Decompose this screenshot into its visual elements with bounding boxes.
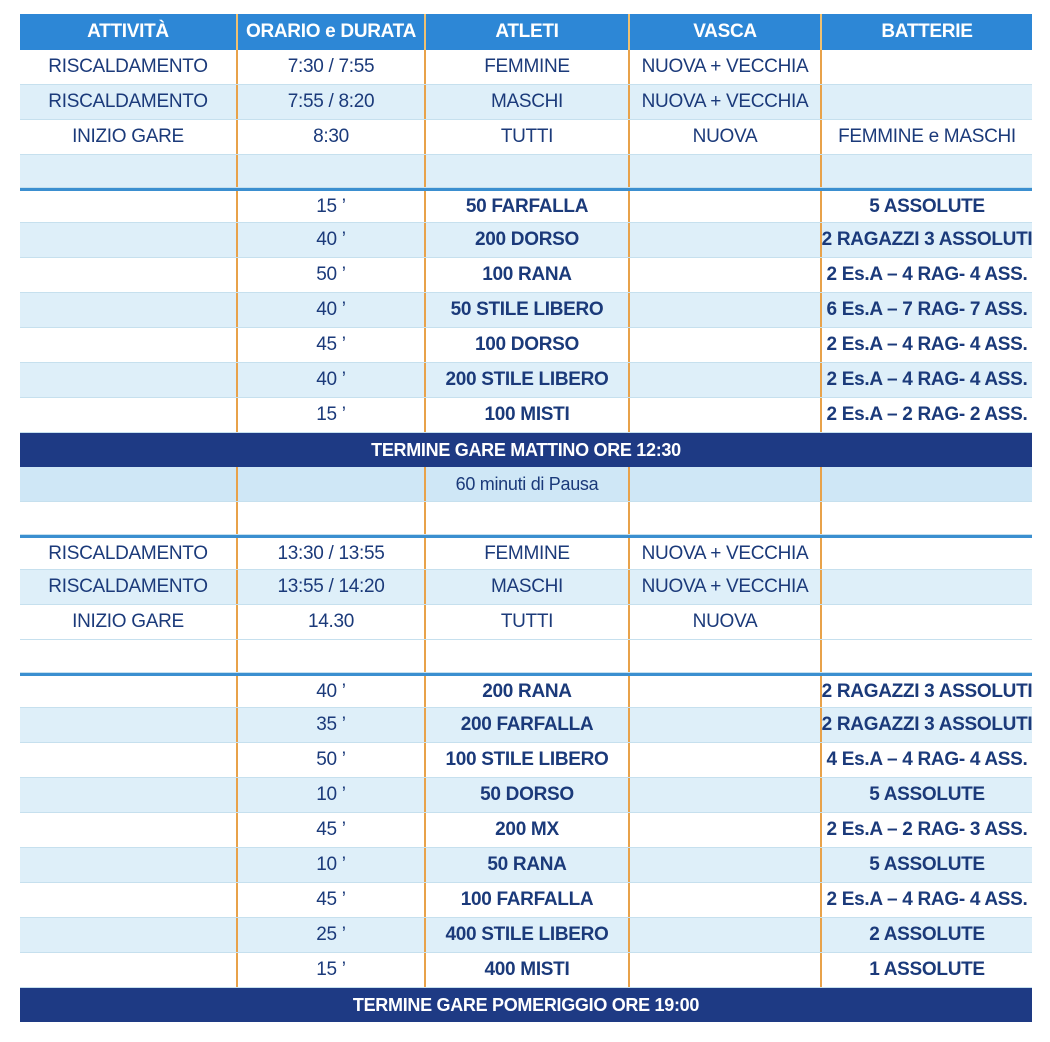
gara-cell: 200 STILE LIBERO: [426, 363, 630, 397]
pause-row: [20, 467, 1032, 502]
vasca-cell: [630, 191, 822, 222]
vasca-cell: [630, 883, 822, 917]
batterie-cell: 2 Es.A – 4 RAG- 4 ASS.: [826, 369, 1028, 390]
batterie-cell: 4 Es.A – 4 RAG- 4 ASS.: [826, 749, 1028, 770]
event-row: [20, 813, 1032, 848]
event-row: [20, 673, 1032, 708]
event-row: [20, 258, 1032, 293]
vasca-cell: [630, 743, 822, 777]
atleti-cell: FEMMINE: [426, 538, 630, 569]
attivita-cell: INIZIO GARE: [20, 605, 238, 639]
attivita-cell: [20, 258, 238, 292]
attivita-cell: [20, 953, 238, 987]
vasca-cell: [630, 293, 822, 327]
batterie-cell: 5 ASSOLUTE: [869, 854, 985, 875]
table-row-empty: [20, 502, 1032, 535]
afternoon-end-banner: TERMINE GARE POMERIGGIO ORE 19:00: [20, 988, 1032, 1022]
event-row: [20, 883, 1032, 918]
durata-cell: 10 ’: [238, 848, 426, 882]
event-row: [20, 398, 1032, 433]
attivita-cell: [20, 363, 238, 397]
table-row-empty: [20, 640, 1032, 673]
batterie-cell: [822, 85, 1032, 119]
gara-cell: 100 FARFALLA: [426, 883, 630, 917]
gara-cell: 100 DORSO: [426, 328, 630, 362]
gara-cell: 100 RANA: [426, 258, 630, 292]
table-row: [20, 570, 1032, 605]
pause-label: 60 minuti di Pausa: [426, 467, 630, 501]
event-row: [20, 953, 1032, 988]
orario-cell: 7:55 / 8:20: [238, 85, 426, 119]
attivita-cell: [20, 848, 238, 882]
afternoon-events-group: [20, 673, 1032, 988]
morning-events-group: [20, 188, 1032, 433]
vasca-cell: [630, 258, 822, 292]
batterie-cell: 2 RAGAZZI 3 ASSOLUTI: [822, 680, 1032, 702]
event-row: [20, 708, 1032, 743]
table-header: [20, 14, 1032, 50]
attivita-cell: [20, 883, 238, 917]
attivita-cell: [20, 813, 238, 847]
gara-cell: 400 MISTI: [426, 953, 630, 987]
table-row-empty: [20, 155, 1032, 188]
attivita-cell: RISCALDAMENTO: [20, 538, 238, 569]
batterie-cell: 2 RAGAZZI 3 ASSOLUTI: [822, 229, 1032, 250]
gara-cell: 50 STILE LIBERO: [426, 293, 630, 327]
attivita-cell: [20, 708, 238, 742]
gara-cell: 50 DORSO: [426, 778, 630, 812]
durata-cell: 35 ’: [238, 708, 426, 742]
event-row: [20, 918, 1032, 953]
orario-cell: 7:30 / 7:55: [238, 50, 426, 84]
attivita-cell: [20, 191, 238, 222]
gara-cell: 50 FARFALLA: [426, 191, 630, 222]
gara-cell: 200 MX: [426, 813, 630, 847]
attivita-cell: [20, 778, 238, 812]
durata-cell: 15 ’: [238, 398, 426, 432]
batterie-cell: 5 ASSOLUTE: [869, 784, 985, 805]
batterie-cell: 2 ASSOLUTE: [869, 924, 985, 945]
durata-cell: 10 ’: [238, 778, 426, 812]
durata-cell: 40 ’: [238, 676, 426, 707]
vasca-cell: NUOVA: [630, 605, 822, 639]
durata-cell: 45 ’: [238, 813, 426, 847]
vasca-cell: [630, 813, 822, 847]
attivita-cell: [20, 676, 238, 707]
vasca-cell: [630, 778, 822, 812]
header-batterie: BATTERIE: [881, 21, 973, 42]
batterie-cell: 2 Es.A – 2 RAG- 2 ASS.: [826, 404, 1028, 425]
table-row: [20, 50, 1032, 85]
vasca-cell: [630, 708, 822, 742]
atleti-cell: MASCHI: [426, 570, 630, 604]
header-orario: ORARIO e DURATA: [238, 14, 426, 50]
batterie-cell: 2 RAGAZZI 3 ASSOLUTI: [822, 714, 1032, 735]
attivita-cell: RISCALDAMENTO: [20, 85, 238, 119]
batterie-cell: 6 Es.A – 7 RAG- 7 ASS.: [826, 299, 1028, 320]
atleti-cell: TUTTI: [426, 120, 630, 154]
event-row: [20, 363, 1032, 398]
orario-cell: 8:30: [238, 120, 426, 154]
durata-cell: 45 ’: [238, 328, 426, 362]
atleti-cell: TUTTI: [426, 605, 630, 639]
event-row: [20, 743, 1032, 778]
morning-end-banner: TERMINE GARE MATTINO ORE 12:30: [20, 433, 1032, 467]
attivita-cell: INIZIO GARE: [20, 120, 238, 154]
table-row: [20, 120, 1032, 155]
vasca-cell: [630, 223, 822, 257]
gara-cell: 200 RANA: [426, 676, 630, 707]
batterie-cell: [822, 605, 1032, 639]
table-row: [20, 605, 1032, 640]
gara-cell: 100 MISTI: [426, 398, 630, 432]
durata-cell: 40 ’: [238, 293, 426, 327]
vasca-cell: [630, 676, 822, 707]
gara-cell: 200 FARFALLA: [426, 708, 630, 742]
gara-cell: 200 DORSO: [426, 223, 630, 257]
batterie-cell: [822, 50, 1032, 84]
durata-cell: 45 ’: [238, 883, 426, 917]
attivita-cell: [20, 293, 238, 327]
vasca-cell: [630, 918, 822, 952]
event-row: [20, 188, 1032, 223]
event-row: [20, 293, 1032, 328]
durata-cell: 25 ’: [238, 918, 426, 952]
attivita-cell: RISCALDAMENTO: [20, 570, 238, 604]
orario-cell: 13:55 / 14:20: [238, 570, 426, 604]
atleti-cell: FEMMINE: [426, 50, 630, 84]
batterie-cell: FEMMINE e MASCHI: [838, 126, 1016, 147]
attivita-cell: [20, 743, 238, 777]
event-row: [20, 328, 1032, 363]
header-attivita: ATTIVITÀ: [20, 14, 238, 50]
event-row: [20, 223, 1032, 258]
event-row: [20, 848, 1032, 883]
vasca-cell: NUOVA + VECCHIA: [630, 50, 822, 84]
attivita-cell: RISCALDAMENTO: [20, 50, 238, 84]
gara-cell: 50 RANA: [426, 848, 630, 882]
event-row: [20, 778, 1032, 813]
header-vasca: VASCA: [630, 14, 822, 50]
batterie-cell: 1 ASSOLUTE: [869, 959, 985, 980]
table-row: [20, 85, 1032, 120]
batterie-cell: 2 Es.A – 2 RAG- 3 ASS.: [826, 819, 1028, 840]
durata-cell: 40 ’: [238, 363, 426, 397]
batterie-cell: 2 Es.A – 4 RAG- 4 ASS.: [826, 264, 1028, 285]
durata-cell: 15 ’: [238, 953, 426, 987]
vasca-cell: [630, 363, 822, 397]
batterie-cell: 5 ASSOLUTE: [869, 195, 985, 217]
vasca-cell: NUOVA: [630, 120, 822, 154]
vasca-cell: NUOVA + VECCHIA: [630, 570, 822, 604]
gara-cell: 400 STILE LIBERO: [426, 918, 630, 952]
batterie-cell: [822, 570, 1032, 604]
gara-cell: 100 STILE LIBERO: [426, 743, 630, 777]
durata-cell: 50 ’: [238, 258, 426, 292]
header-atleti: ATLETI: [426, 14, 630, 50]
vasca-cell: [630, 328, 822, 362]
atleti-cell: MASCHI: [426, 85, 630, 119]
vasca-cell: [630, 398, 822, 432]
batterie-cell: 2 Es.A – 4 RAG- 4 ASS.: [826, 334, 1028, 355]
batterie-cell: 2 Es.A – 4 RAG- 4 ASS.: [826, 889, 1028, 910]
vasca-cell: [630, 848, 822, 882]
vasca-cell: NUOVA + VECCHIA: [630, 85, 822, 119]
orario-cell: 13:30 / 13:55: [238, 538, 426, 569]
table-row: [20, 535, 1032, 570]
durata-cell: 50 ’: [238, 743, 426, 777]
batterie-cell: [822, 538, 1032, 569]
attivita-cell: [20, 398, 238, 432]
attivita-cell: [20, 328, 238, 362]
vasca-cell: [630, 953, 822, 987]
durata-cell: 40 ’: [238, 223, 426, 257]
orario-cell: 14.30: [238, 605, 426, 639]
attivita-cell: [20, 918, 238, 952]
schedule-table: [20, 14, 1032, 1022]
attivita-cell: [20, 223, 238, 257]
vasca-cell: NUOVA + VECCHIA: [630, 538, 822, 569]
durata-cell: 15 ’: [238, 191, 426, 222]
